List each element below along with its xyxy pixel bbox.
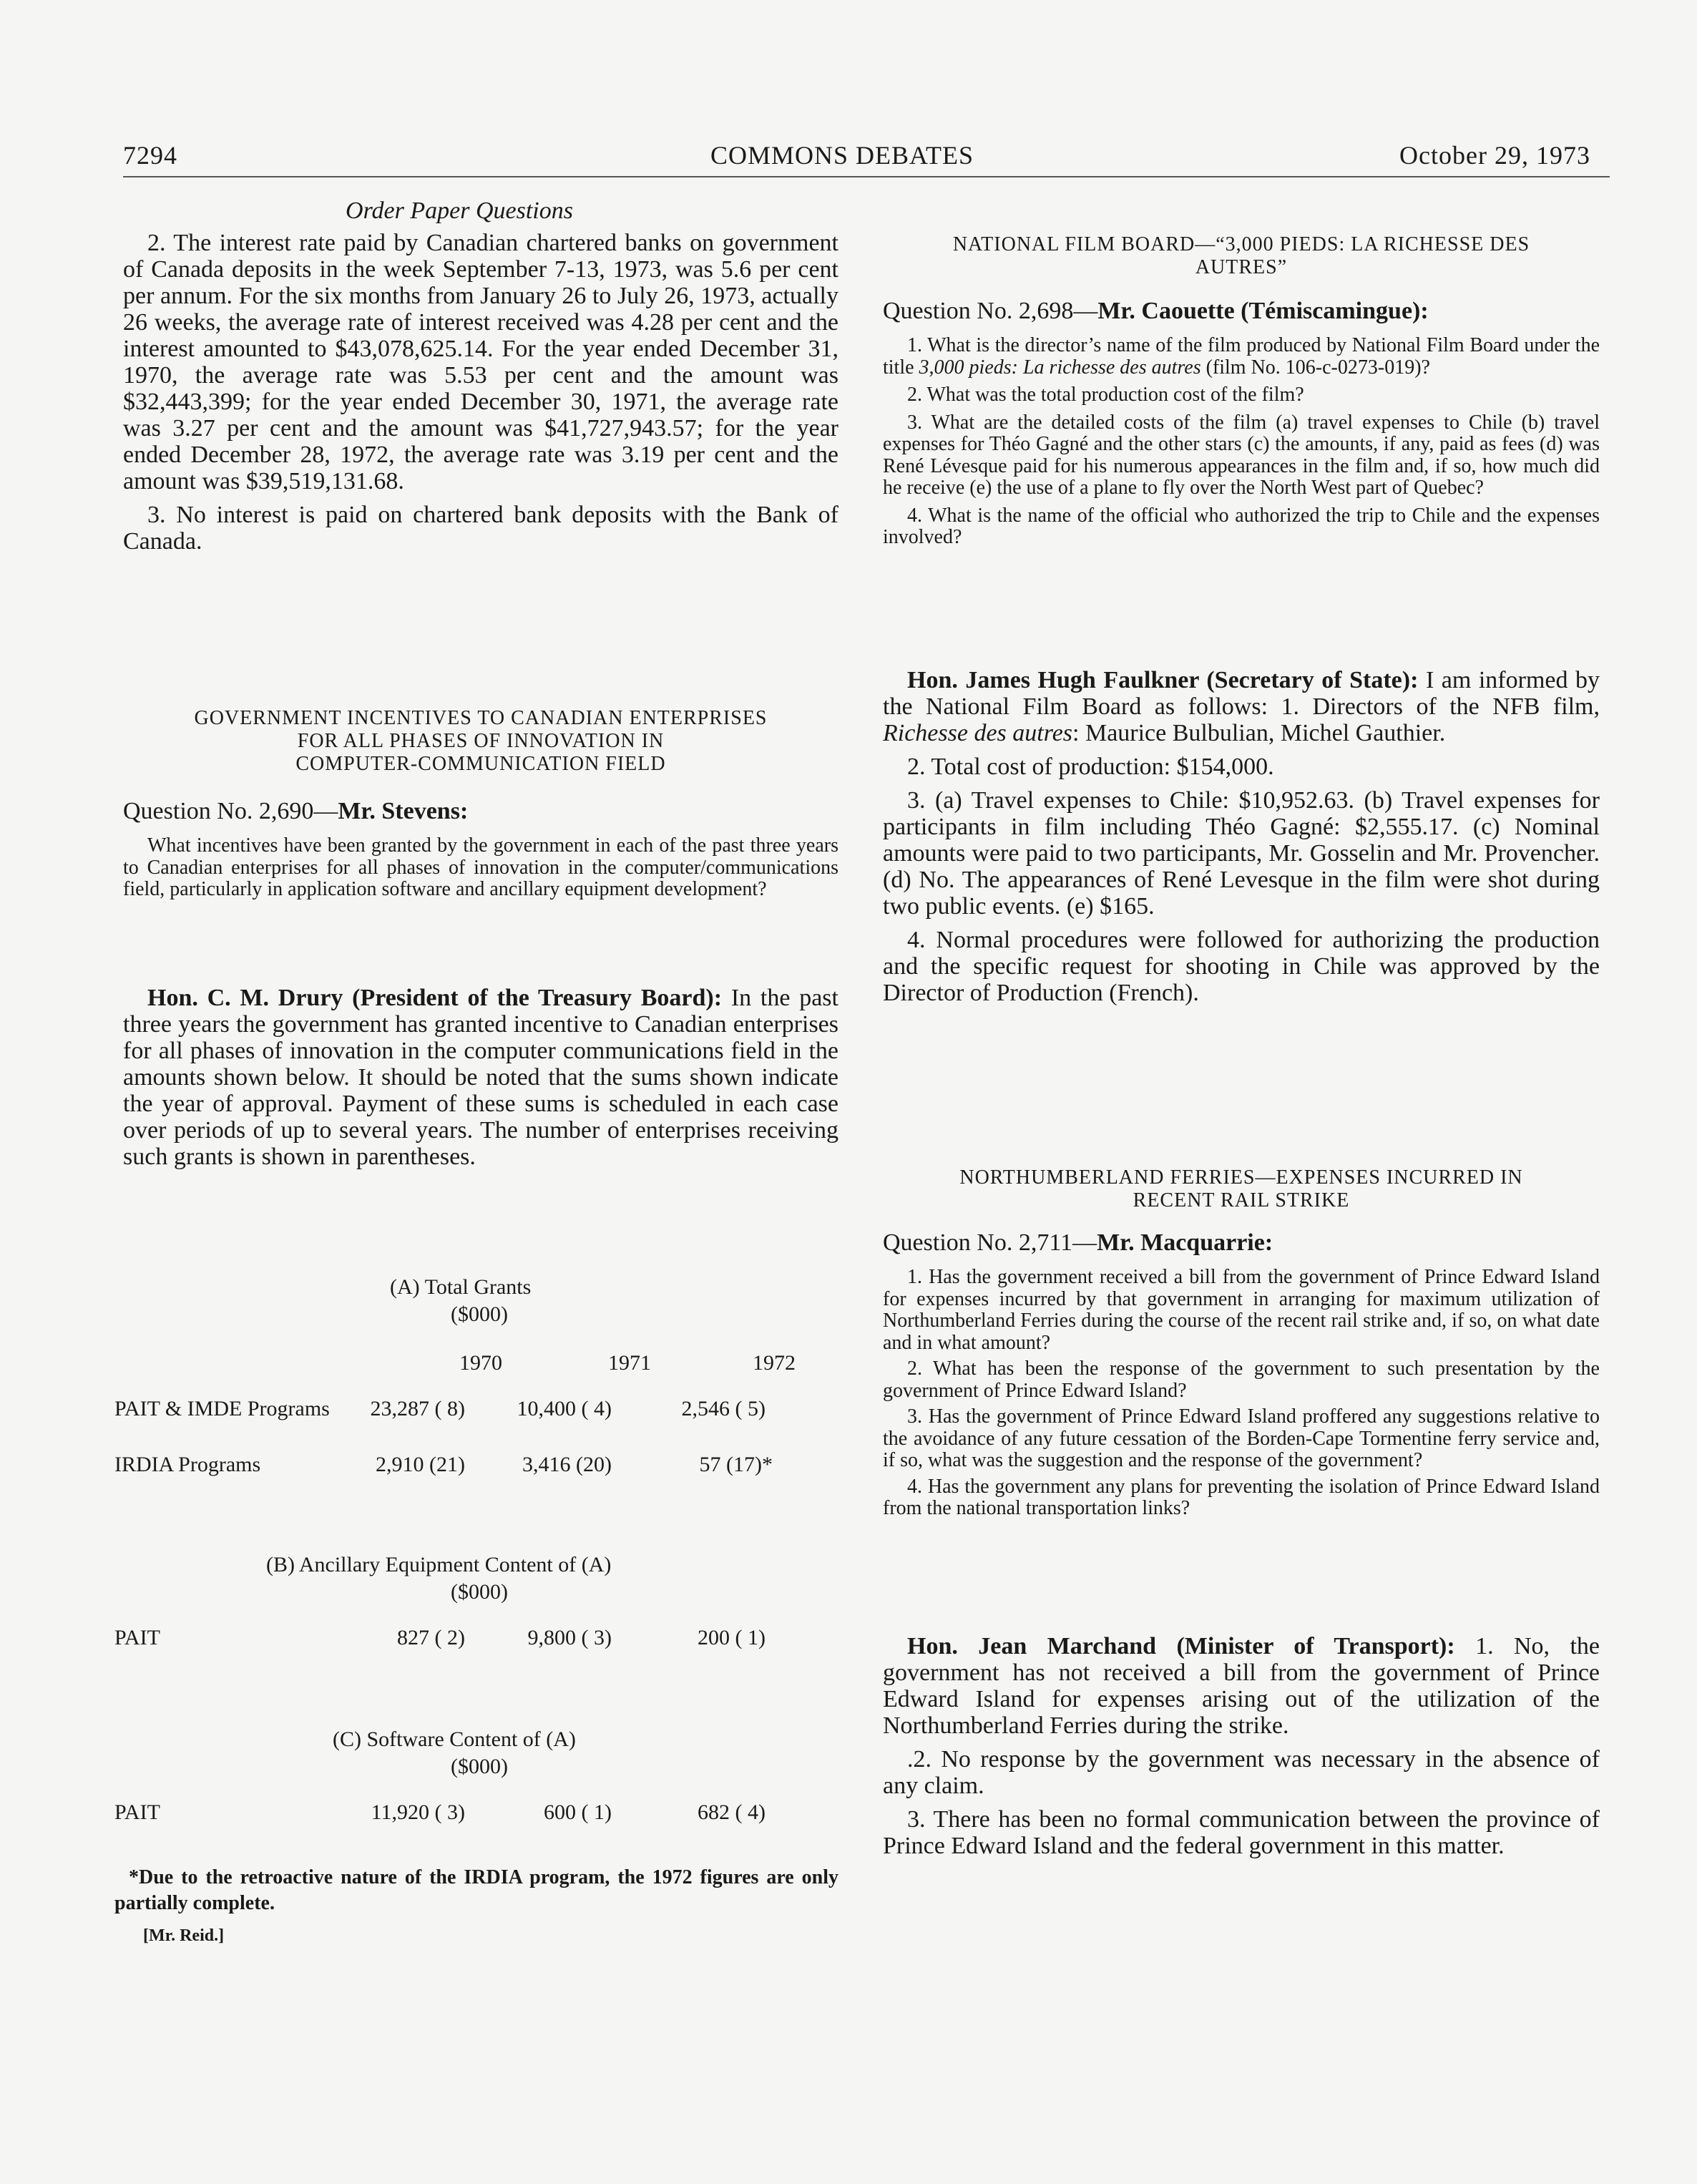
q1-item-2: 2. What was the total production cost of the film? [907,384,1304,406]
question-2690 [123,798,838,901]
cell-pait-imde-1971: 10,400 ( 4) [517,1397,612,1420]
q2-item-3: 3. Has the government of Prince Edward Island proffered any suggestions relative to the avoidance of any future cessation of the Borden-Cape Tormentine ferry service and, if so, what was the suggestion and the response of the government? [883,1405,1600,1471]
question-member: Mr. Macquarrie: [1097,1229,1273,1256]
speaker-note: [Mr. Reid.] [143,1926,225,1945]
answer-speaker: Hon. James Hugh Faulkner (Secretary of State): [907,667,1419,693]
question-heading [883,1229,1600,1257]
answer-speaker: Hon. Jean Marchand (Minister of Transport): [907,1633,1455,1659]
cell-c-1970: 11,920 ( 3) [371,1800,465,1824]
caption-line: COMPUTER-COMMUNICATION FIELD [295,753,666,775]
answer-drury [123,985,838,1170]
cell-c-1971: 600 ( 1) [544,1800,612,1824]
interest-paragraph-3: 3. No interest is paid on chartered bank deposits with the Bank of Canada. [123,502,838,555]
caption-line: RECENT RAIL STRIKE [1133,1189,1350,1212]
footnote-text: *Due to the retroactive nature of the IRDIA program, the 1972 figures are only partially complete. [114,1866,838,1914]
a2-item-2: .2. No response by the government was necessary in the absence of any claim. [883,1746,1600,1799]
answer-text: In the past three years the government has granted incentive to Canadian enterprises for all phases of innovation in the computer communications field in the amounts shown below. It should be noted that the sums shown indicate the year of approval. Payment of these sums is scheduled in each case over periods of up to several years. The number of enterprises receiving such grants is shown in parentheses. [123,985,838,1170]
question-heading [883,298,1600,325]
cell-b-1972: 200 ( 1) [698,1626,766,1649]
table-footnote [114,1865,838,1946]
a1-item-4: 4. Normal procedures were followed for authorizing the production and the specific request for shooting in Chile was approved by the Director of Production (French). [883,927,1600,1006]
answer-text-tail: : Maurice Bulbulian, Michel Gauthier. [1072,720,1446,746]
interest-paragraph-2: 2. The interest rate paid by Canadian chartered banks on government of Canada deposits in the week September 7-13, 1973, was 5.6 per cent per annum. For the six months from January 26 to July 26, 1973, actually 26 weeks, the average rate of interest received was 4.28 per cent and the interest amounted to $43,078,625.14. For the year ended December 31, 1970, the average rate was 5.53 per cent and the amount was $32,443,399; for the year ended December 30, 1971, the average rate was 3.27 per cent and the amount was $41,727,943.57; for the year ended December 28, 1972, the average rate was 3.19 per cent and the amount was $39,519,131.68. [123,230,838,494]
cell-b-1971: 9,800 ( 3) [527,1626,612,1649]
cell-c-1972: 682 ( 4) [698,1800,766,1824]
table-b-title: (B) Ancillary Equipment Content of (A) [266,1553,612,1576]
question-2698 [883,298,1600,549]
question-text: What incentives have been granted by the government in each of the past three years to Canadian enterprises for all phases of innovation in the computer/communications field, particularly in application software and ancillary equipment development? [123,834,838,900]
caption-line: AUTRES” [1195,256,1288,278]
row-label-pait-imde: PAIT & IMDE Programs [114,1397,330,1420]
answer-marchand [883,1633,1600,1859]
question-number: Question No. 2,690— [123,798,338,824]
year-1972: 1972 [753,1351,796,1375]
table-a-unit: ($000) [451,1302,508,1326]
q1-item-1-text: 1. What is the director’s name of the film produced by National Film Board under the title [883,334,1600,379]
a1-item-3: 3. (a) Travel expenses to Chile: $10,952.63. (b) Travel expenses for participants in film including Théo Gagné: $2,555.17. (c) Nominal amounts were paid to two participants, Mr. Gosselin and Mr. Provencher. (d) No. The appearances of René Levesque in the film were shot during two public events. (e) $165. [883,787,1600,920]
page-number: 7294 [123,141,177,170]
grants-tables [114,1274,837,1903]
row-label-c-pait: PAIT [114,1800,160,1824]
caption-line: FOR ALL PHASES OF INNOVATION IN [297,730,665,752]
answer-speaker: Hon. C. M. Drury (President of the Treasury Board): [147,985,723,1011]
table-b-unit: ($000) [451,1580,508,1604]
q2-item-1: 1. Has the government received a bill from the government of Prince Edward Island for expenses incurred by that government in arranging for maximum utilization of Northumberland Ferries during the course of the recent rail strike and, if so, on what date and in what amount? [883,1266,1600,1354]
year-1971: 1971 [608,1351,651,1375]
a1-item-2: 2. Total cost of production: $154,000. [907,754,1274,780]
q1-item-1-tail: (film No. 106-c-0273-019)? [1200,356,1430,379]
question-heading [123,798,838,825]
q2-item-4: 4. Has the government any plans for preventing the isolation of Prince Edward Island from the national transportation links? [883,1475,1600,1519]
year-1970: 1970 [459,1351,502,1375]
cell-b-1970: 827 ( 2) [397,1626,465,1649]
q1-item-3: 3. What are the detailed costs of the film (a) travel expenses to Chile (b) travel expenses for Théo Gagné and the other stars (c) the amounts, if any, paid as fees (d) was René Lévesque paid for his numerous appearances in the film and, if so, how much did he receive (e) the use of a plane to fly over the North West part of Quebec? [883,411,1600,499]
question-2711 [883,1229,1600,1520]
cell-irdia-1970: 2,910 (21) [376,1453,465,1476]
table-c-unit: ($000) [451,1755,508,1778]
question-number: Question No. 2,698— [883,298,1098,324]
incentives-caption [123,707,838,776]
header-rule [123,176,1610,177]
answer-film-title: Richesse des autres [883,720,1073,746]
cell-pait-imde-1970: 23,287 ( 8) [370,1397,465,1420]
q1-film-title: 3,000 pieds: La richesse des autres [919,356,1201,379]
nfb-caption [883,233,1600,279]
q1-item-4: 4. What is the name of the official who authorized the trip to Chile and the expenses involved? [883,504,1600,548]
question-member: Mr. Caouette (Témiscamingue): [1097,298,1429,324]
table-c-title: (C) Software Content of (A) [333,1727,576,1751]
left-column [123,198,838,555]
q2-item-2: 2. What has been the response of the government to such presentation by the government of Prince Edward Island? [883,1357,1600,1402]
a2-item-3: 3. There has been no formal communication between the province of Prince Edward Island and the federal government in this matter. [883,1806,1600,1859]
q1-item-1 [883,335,1600,379]
caption-line: NORTHUMBERLAND FERRIES—EXPENSES INCURRED IN [959,1166,1523,1189]
caption-line: GOVERNMENT INCENTIVES TO CANADIAN ENTERPRISES [194,707,768,729]
answer-text: 1. No, the government has not received a bill from the government of Prince Edward Island for expenses arising out of the utilization of the Northumberland Ferries during the strike. [883,1633,1600,1739]
answer-text: I am informed by the National Film Board as follows: 1. Directors of the NFB film, [883,667,1600,720]
section-title: Order Paper Questions [346,198,573,224]
running-title: COMMONS DEBATES [710,141,974,170]
question-member: Mr. Stevens: [338,798,469,824]
question-number: Question No. 2,711— [883,1229,1097,1256]
table-a-title: (A) Total Grants [390,1275,532,1299]
cell-irdia-1972: 57 (17)* [699,1453,773,1476]
answer-faulkner [883,667,1600,1006]
cell-irdia-1971: 3,416 (20) [522,1453,612,1476]
ferries-caption [883,1166,1600,1212]
page-date: October 29, 1973 [1399,141,1590,170]
cell-pait-imde-1972: 2,546 ( 5) [681,1397,766,1420]
caption-line: NATIONAL FILM BOARD—“3,000 PIEDS: LA RICHESSE DES [952,233,1530,255]
row-label-irdia: IRDIA Programs [114,1453,261,1476]
row-label-b-pait: PAIT [114,1626,160,1649]
